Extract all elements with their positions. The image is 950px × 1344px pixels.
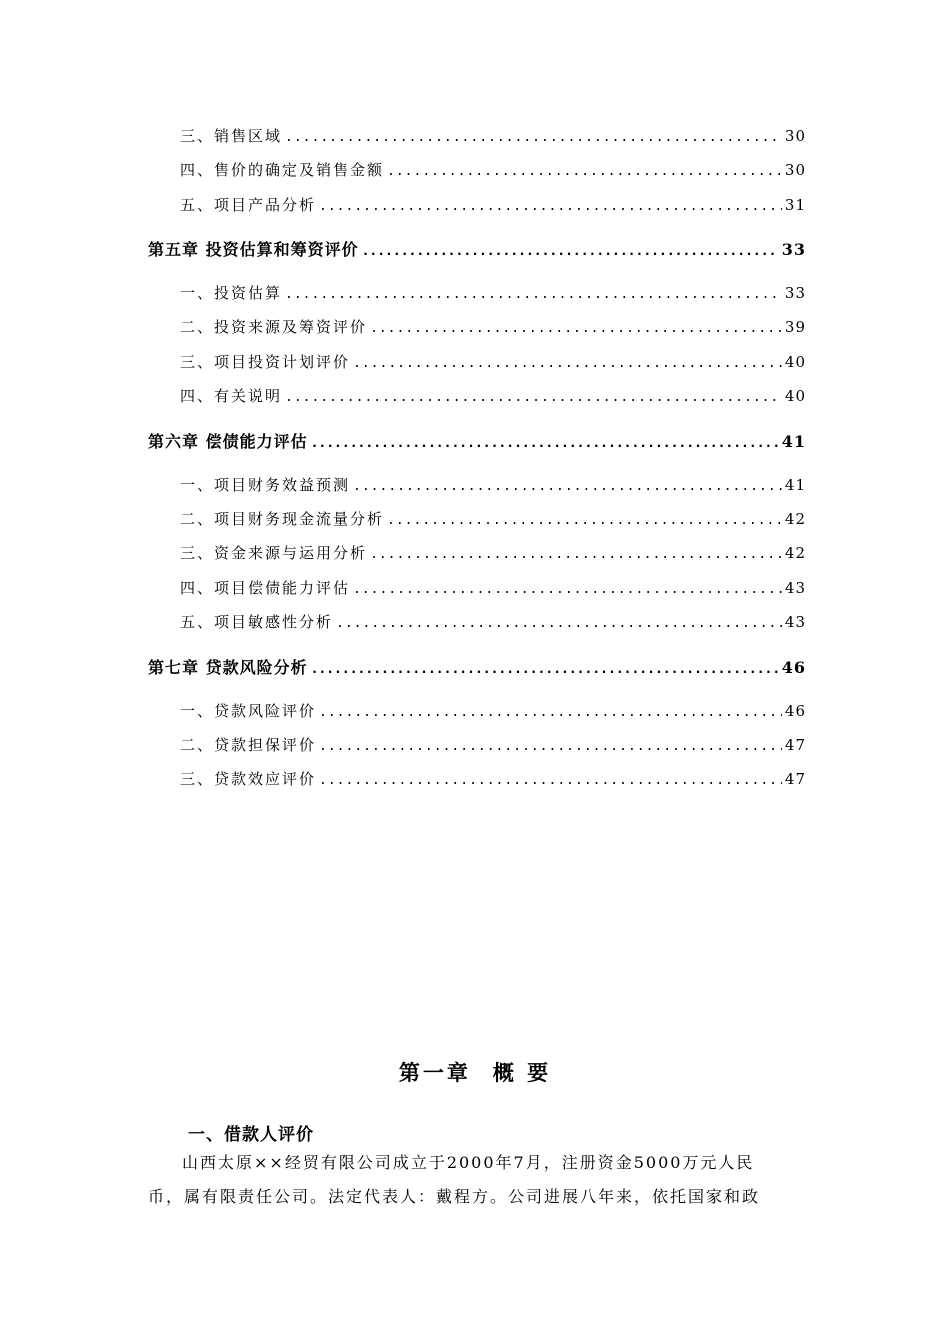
toc-entry[interactable] — [180, 282, 806, 306]
toc-entry-page: 33 — [781, 240, 806, 259]
chapter-name: 概 要 — [492, 1060, 552, 1085]
toc-leader-dots — [311, 662, 779, 677]
toc-leader-dots — [353, 582, 782, 597]
toc-entry-title: 第六章 偿债能力评估 — [148, 432, 308, 451]
toc-leader-dots — [319, 705, 782, 720]
toc-leader-dots — [353, 356, 782, 371]
toc-entry-page: 46 — [781, 658, 806, 677]
toc-leader-dots — [311, 436, 779, 451]
toc-entry-title: 五、项目敏感性分析 — [180, 613, 334, 631]
paragraph-line: 山西太原××经贸有限公司成立于2000年7月，注册资金5000万元人民 — [182, 1153, 755, 1172]
toc-leader-dots — [370, 547, 782, 562]
toc-leader-dots — [336, 616, 782, 631]
toc-leader-dots — [285, 287, 782, 302]
toc-entry-title: 五、项目产品分析 — [180, 196, 317, 214]
toc-entry-page: 39 — [784, 318, 806, 336]
toc-entry[interactable] — [180, 474, 806, 498]
toc-entry-page: 31 — [784, 196, 806, 214]
toc-entry-page: 41 — [781, 432, 806, 451]
toc-entry-title: 第五章 投资估算和筹资评价 — [148, 240, 359, 259]
toc-entry-page: 47 — [784, 770, 806, 788]
toc-entry[interactable] — [180, 542, 806, 566]
toc-leader-dots — [387, 513, 782, 528]
toc-entry-title: 一、投资估算 — [180, 284, 283, 302]
toc-entry[interactable] — [180, 385, 806, 409]
toc-entry-page: 30 — [784, 127, 806, 145]
toc-entry-page: 47 — [784, 736, 806, 754]
toc-entry[interactable] — [180, 194, 806, 218]
paragraph-line: 币，属有限责任公司。法定代表人：戴程方。公司进展八年来，依托国家和政 — [148, 1187, 761, 1206]
toc-leader-dots — [319, 739, 782, 754]
toc-entry-page: 43 — [784, 579, 806, 597]
chapter-title — [0, 1057, 950, 1087]
toc-entry-title: 二、投资来源及筹资评价 — [180, 318, 368, 336]
toc-leader-dots — [319, 199, 782, 214]
toc-chapter-entry[interactable] — [148, 429, 806, 453]
toc-entry-title: 二、项目财务现金流量分析 — [180, 510, 385, 528]
toc-entry-title: 三、资金来源与运用分析 — [180, 544, 368, 562]
chapter-number: 第一章 — [398, 1060, 471, 1085]
toc-entry[interactable] — [180, 700, 806, 724]
toc-entry-page: 42 — [784, 510, 806, 528]
toc-entry-page: 42 — [784, 544, 806, 562]
toc-entry[interactable] — [180, 316, 806, 340]
toc-entry-title: 三、项目投资计划评价 — [180, 353, 351, 371]
toc-chapter-entry[interactable] — [148, 237, 806, 261]
toc-entry-page: 41 — [784, 476, 806, 494]
toc-entry[interactable] — [180, 577, 806, 601]
toc-entry[interactable] — [180, 611, 806, 635]
toc-leader-dots — [362, 244, 779, 259]
toc-entry-title: 第七章 贷款风险分析 — [148, 658, 308, 677]
toc-entry-page: 40 — [784, 387, 806, 405]
toc-entry-page: 46 — [784, 702, 806, 720]
toc-entry[interactable] — [180, 734, 806, 758]
toc-entry-title: 一、项目财务效益预测 — [180, 476, 351, 494]
toc-leader-dots — [285, 390, 782, 405]
toc-entry-title: 一、贷款风险评价 — [180, 702, 317, 720]
toc-entry-page: 43 — [784, 613, 806, 631]
toc-entry-page: 30 — [784, 161, 806, 179]
toc-entry[interactable] — [180, 351, 806, 375]
toc-chapter-entry[interactable] — [148, 655, 806, 679]
toc-leader-dots — [285, 130, 782, 145]
toc-entry[interactable] — [180, 159, 806, 183]
toc-entry-title: 三、贷款效应评价 — [180, 770, 317, 788]
toc-leader-dots — [319, 773, 782, 788]
toc-entry[interactable] — [180, 768, 806, 792]
toc-leader-dots — [387, 164, 782, 179]
toc-entry[interactable] — [180, 125, 806, 149]
toc-entry[interactable] — [180, 508, 806, 532]
toc-entry-title: 四、售价的确定及销售金额 — [180, 161, 385, 179]
toc-entry-title: 四、项目偿债能力评估 — [180, 579, 351, 597]
toc-entry-page: 40 — [784, 353, 806, 371]
toc-leader-dots — [370, 321, 782, 336]
toc-entry-title: 三、销售区域 — [180, 127, 283, 145]
toc-entry-page: 33 — [784, 284, 806, 302]
toc-entry-title: 二、贷款担保评价 — [180, 736, 317, 754]
toc-entry-title: 四、有关说明 — [180, 387, 283, 405]
section-heading: 一、借款人评价 — [188, 1125, 314, 1145]
toc-leader-dots — [353, 479, 782, 494]
